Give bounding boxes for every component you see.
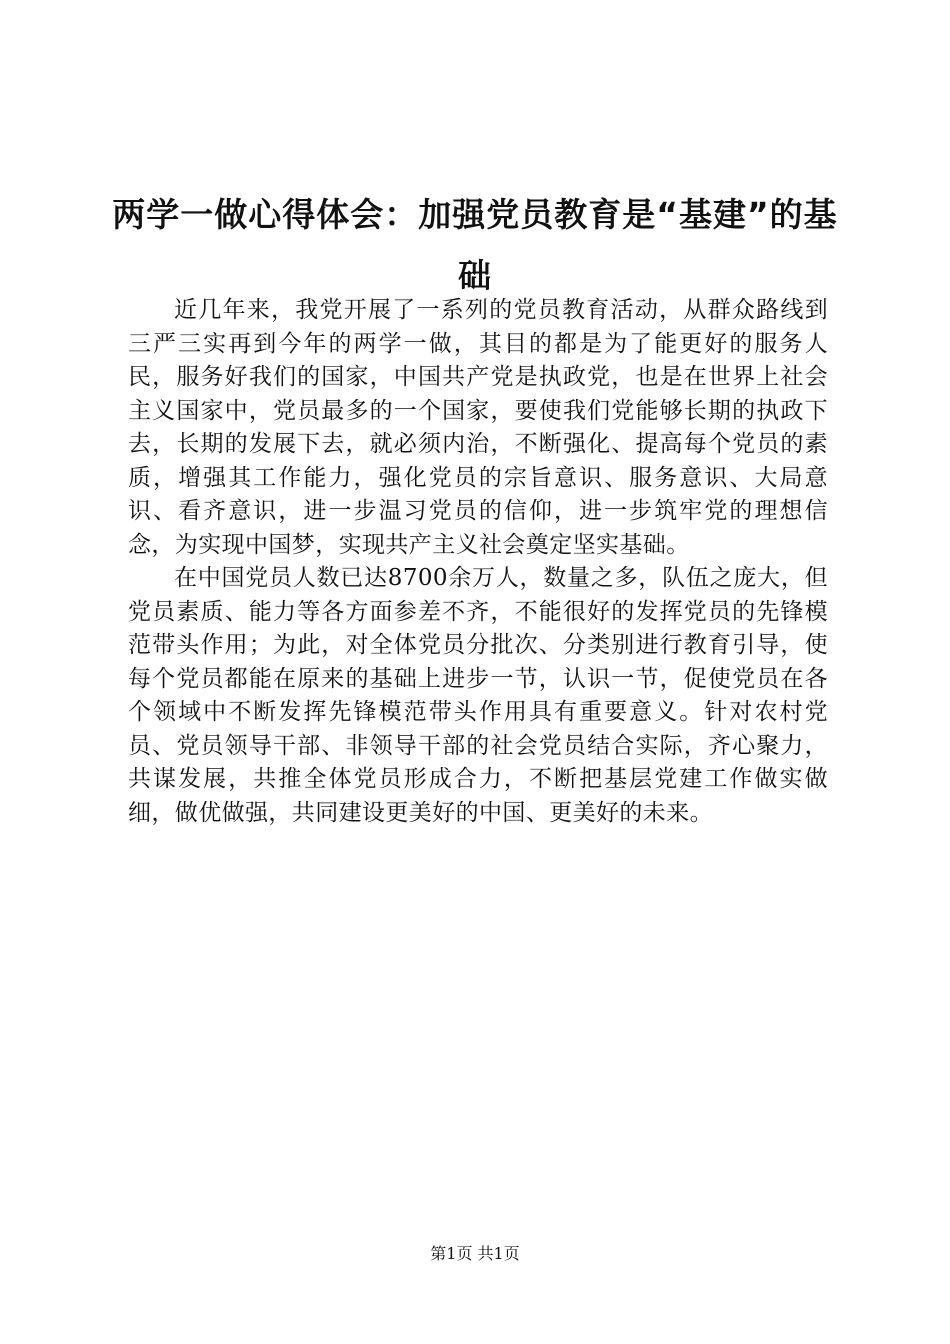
document-title: 两学一做心得体会：加强党员教育是“基建”的基础 <box>112 195 838 295</box>
document-body <box>128 294 828 830</box>
paragraph-2: 在中国党员人数已达8700余万人，数量之多，队伍之庞大，但党员素质、能力等各方面参差不齐，不能很好的发挥党员的先锋模范带头作用；为此，对全体党员分批次、分类别进行教育引导，使每个党员都能在原来的基础上进步一节，认识一节，促使党员在各个领域中不断发挥先锋模范带头作用具有重要意义。针对农村党员、党员领导干部、非领导干部的社会党员结合实际，齐心聚力，共谋发展，共推全体党员形成合力，不断把基层党建工作做实做细，做优做强，共同建设更美好的中国、更美好的未来。 <box>128 565 828 826</box>
paragraph-1: 近几年来，我党开展了一系列的党员教育活动，从群众路线到三严三实再到今年的两学一做，其目的都是为了能更好的服务人民，服务好我们的国家，中国共产党是执政党，也是在世界上社会主义国家中，党员最多的一个国家，要使我们党能够长期的执政下去，长期的发展下去，就必须内治，不断强化、提高每个党员的素质，增强其工作能力，强化党员的宗旨意识、服务意识、大局意识、看齐意识，进一步温习党员的信仰，进一步筑牢党的理想信念，为实现中国梦，实现共产主义社会奠定坚实基础。 <box>128 297 828 558</box>
page-footer: 第1页 共1页 <box>430 1244 520 1263</box>
